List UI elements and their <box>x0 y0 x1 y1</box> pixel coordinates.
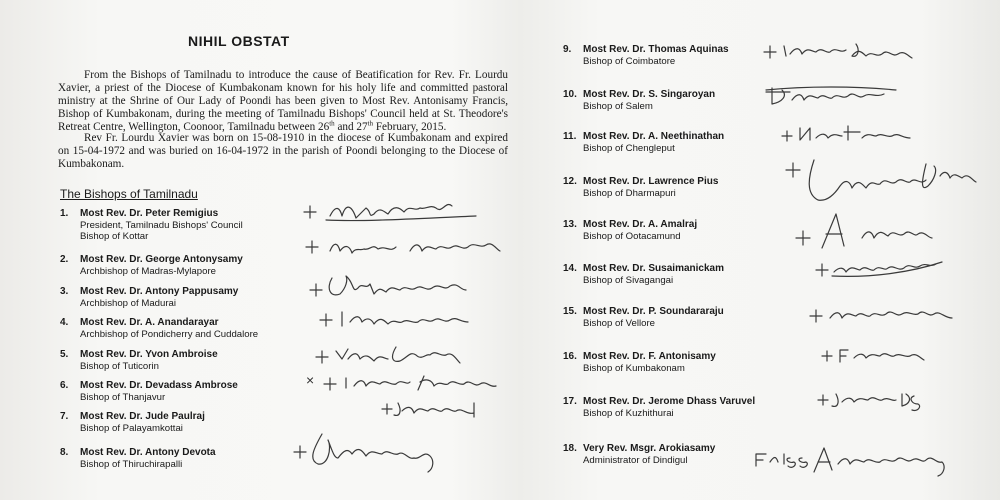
bishop-entry-2: 2. Most Rev. Dr. George Antonysamy Archbishop of Madras-Mylapore <box>60 254 243 277</box>
bishop-entry-13: 13. Most Rev. Dr. A. Amalraj Bishop of Ootacamund <box>563 219 698 242</box>
signature-3 <box>306 270 476 304</box>
bishop-entry-11: 11. Most Rev. Dr. A. Neethinathan Bishop of Chengleput <box>563 131 725 154</box>
bishop-entry-4: 4. Most Rev. Dr. A. Anandarayar Archbishop of Pondicherry and Cuddalore <box>60 317 259 340</box>
bishop-entry-17: 17. Most Rev. Dr. Jerome Dhass Varuvel Bishop of Kuzhithurai <box>563 396 756 419</box>
signature-8 <box>292 428 452 472</box>
signature-14 <box>812 254 952 284</box>
signature-1 <box>298 196 488 226</box>
signature-11 <box>778 122 918 146</box>
bishop-entry-6: 6. Most Rev. Dr. Devadass Ambrose Bishop of Thanjavur <box>60 380 238 403</box>
bishop-entry-3: 3. Most Rev. Dr. Antony Pappusamy Archbishop of Madurai <box>60 286 239 309</box>
bishop-entry-5: 5. Most Rev. Dr. Yvon Ambroise Bishop of Tuticorin <box>60 349 218 372</box>
signature-6 <box>320 368 520 398</box>
bishop-entry-14: 14. Most Rev. Dr. Susaimanickam Bishop of Sivagangai <box>563 263 724 286</box>
bishop-entry-7: 7. Most Rev. Dr. Jude Paulraj Bishop of Palayamkottai <box>60 411 205 434</box>
document-title: NIHIL OBSTAT <box>188 33 290 49</box>
signature-5 <box>312 341 472 369</box>
bishop-entry-18: 18. Very Rev. Msgr. Arokiasamy Administrator of Dindigul <box>563 443 716 466</box>
bishop-entry-1: 1. Most Rev. Dr. Peter Remigius President, Tamilnadu Bishops' Council Bishop of Kottar <box>60 208 243 242</box>
birth-paragraph: Rev Fr. Lourdu Xavier was born on 15-08-1910 in the diocese of Kumbakonam and expired on 15-04-1972 and was buried on 16-04-1972 in the parish of Poondi belonging to the Diocese of Kumbakonam. <box>58 132 508 170</box>
signature-9 <box>760 36 930 64</box>
signature-4 <box>316 306 496 332</box>
signature-17 <box>814 388 934 412</box>
bishop-entry-15: 15. Most Rev. Dr. P. Soundararaju Bishop of Vellore <box>563 306 724 329</box>
cross-mark: × <box>306 372 315 388</box>
signature-13 <box>792 208 942 256</box>
bishop-entry-9: 9. Most Rev. Dr. Thomas Aquinas Bishop of Coimbatore <box>563 44 729 67</box>
signature-2 <box>300 233 520 261</box>
signature-10 <box>762 82 902 110</box>
signature-15 <box>806 300 966 330</box>
bishop-entry-8: 8. Most Rev. Dr. Antony Devota Bishop of Thiruchirapalli <box>60 447 216 470</box>
signature-7 <box>378 397 498 421</box>
bishop-entry-10: 10. Most Rev. Dr. S. Singaroyan Bishop of Salem <box>563 89 716 112</box>
bishop-entry-16: 16. Most Rev. Dr. F. Antonisamy Bishop of Kumbakonam <box>563 351 716 374</box>
signature-16 <box>818 344 938 368</box>
signature-12 <box>780 150 990 210</box>
signature-18 <box>752 440 972 480</box>
section-heading: The Bishops of Tamilnadu <box>60 187 198 201</box>
bishop-entry-12: 12. Most Rev. Dr. Lawrence Pius Bishop of Dharmapuri <box>563 176 719 199</box>
intro-paragraph: From the Bishops of Tamilnadu to introduce the cause of Beatification for Rev. Fr. Lourdu Xavier, a priest of the Diocese of Kumbakonam known for his holy life and committed pastoral ministry at the Shrine of Our Lady of Poondi has been given to Most Rev. Antonisamy Francis, Bishop of Kumbakonam, during the meeting of Tamilnadu Bishops' Council held at St. Theodore's Retreat Centre, Wellington, Coonoor, Tamilnadu between 26th and 27th February, 2015. <box>58 69 508 133</box>
